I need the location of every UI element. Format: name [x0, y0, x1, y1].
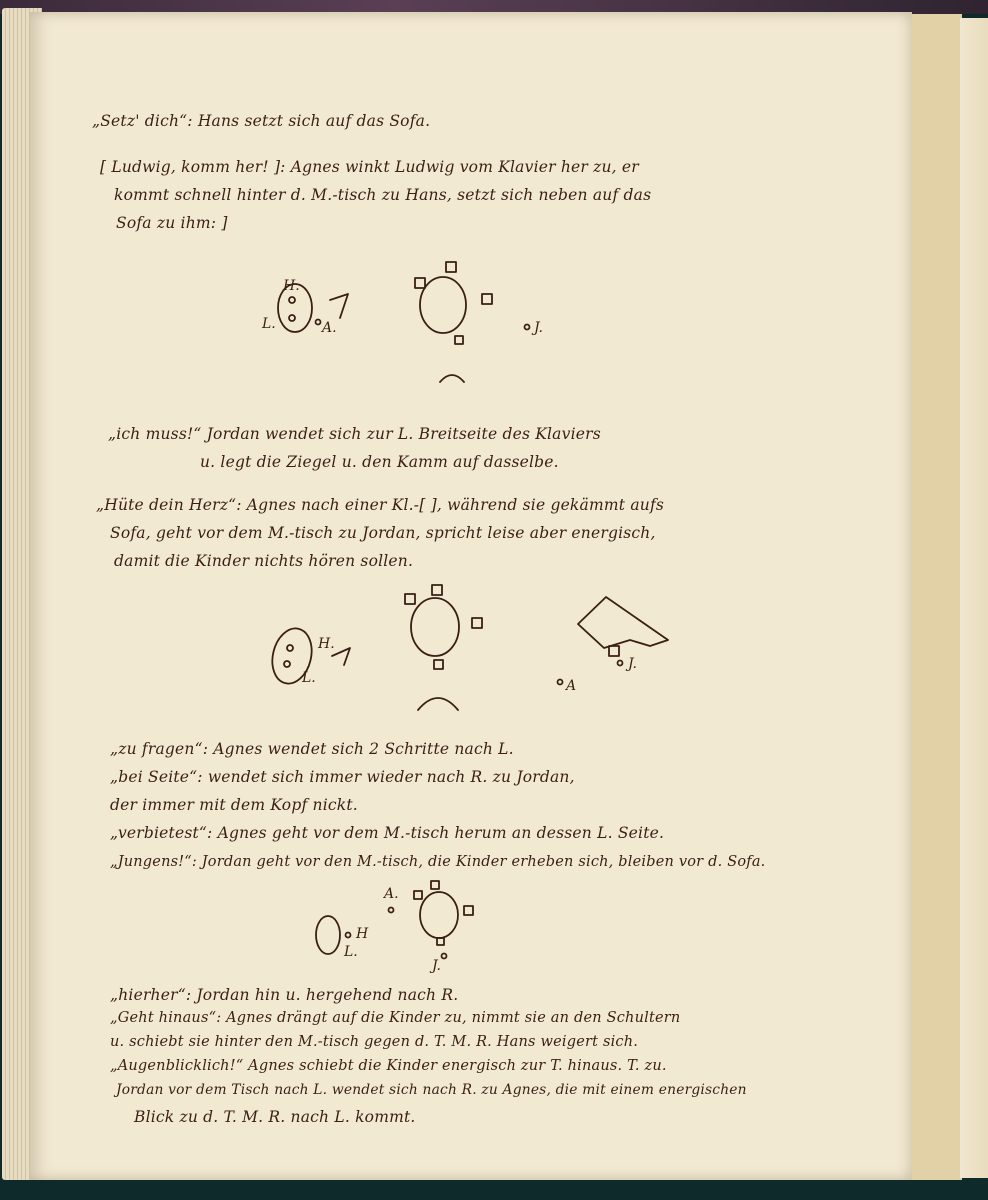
sketch-label: L. [302, 670, 316, 686]
text-line: „Augenblicklich!“ Agnes schiebt die Kinder energisch zur T. hinaus. T. zu. [110, 1058, 667, 1074]
text-line: u. legt die Ziegel u. den Kamm auf dasselbe. [200, 453, 559, 471]
text-line: „Setz' dich“: Hans setzt sich auf das Sofa. [92, 112, 431, 130]
text-line: „ich muss!“ Jordan wendet sich zur L. Breitseite des Klaviers [108, 425, 601, 443]
text-line: u. schiebt sie hinter den M.-tisch gegen d. T. M. R. Hans weigert sich. [110, 1034, 639, 1050]
text-line: kommt schnell hinter d. M.-tisch zu Hans, setzt sich neben auf das [114, 186, 652, 204]
text-line: „verbietest“: Agnes geht vor dem M.-tisch herum an dessen L. Seite. [110, 824, 665, 842]
sketch-label: A. [322, 320, 337, 336]
sofa-shape [316, 916, 340, 954]
sketch-label: J. [534, 320, 543, 336]
text-line: Jordan vor dem Tisch nach L. wendet sich nach R. zu Agnes, die mit einem energischen [116, 1082, 747, 1098]
chair-mark [437, 938, 444, 945]
text-line: Sofa zu ihm: ] [116, 214, 228, 232]
text-line: Blick zu d. T. M. R. nach L. kommt. [134, 1108, 416, 1126]
person-mark [442, 954, 447, 959]
sketch-label: A [566, 678, 577, 694]
text-line: damit die Kinder nichts hören sollen. [114, 552, 414, 570]
sketch-label: J. [628, 656, 637, 672]
chair-mark [414, 891, 422, 899]
sketch-label: H. [318, 636, 335, 652]
text-line: „Jungens!“: Jordan geht vor den M.-tisch, die Kinder erheben sich, bleiben vor d. Sofa. [110, 854, 766, 870]
text-line: [ Ludwig, komm her! ]: Agnes winkt Ludwig vom Klavier her zu, er [100, 158, 639, 176]
text-line: der immer mit dem Kopf nickt. [110, 796, 358, 814]
sketch-label: L. [344, 944, 358, 960]
text-line: „Geht hinaus“: Agnes drängt auf die Kinder zu, nimmt sie an den Schultern [110, 1010, 681, 1026]
text-line: „bei Seite“: wendet sich immer wieder nach R. zu Jordan, [110, 768, 575, 786]
person-mark [346, 933, 351, 938]
person-mark [389, 908, 394, 913]
sketch-label: H. [283, 278, 300, 294]
chair-mark [464, 906, 473, 915]
sketch-label: L. [262, 316, 276, 332]
text-line: Sofa, geht vor dem M.-tisch zu Jordan, spricht leise aber energisch, [110, 524, 656, 542]
text-line: „hierher“: Jordan hin u. hergehend nach R. [110, 986, 459, 1004]
text-line: „Hüte dein Herz“: Agnes nach einer Kl.-[ ], während sie gekämmt aufs [96, 496, 665, 514]
chair-mark [431, 881, 439, 889]
text-line: „zu fragen“: Agnes wendet sich 2 Schritte nach L. [110, 740, 514, 758]
sketch-label: J. [432, 958, 441, 974]
sketch-label: A. [384, 886, 399, 902]
sketch-label: H [356, 926, 369, 942]
table-shape [420, 892, 458, 938]
